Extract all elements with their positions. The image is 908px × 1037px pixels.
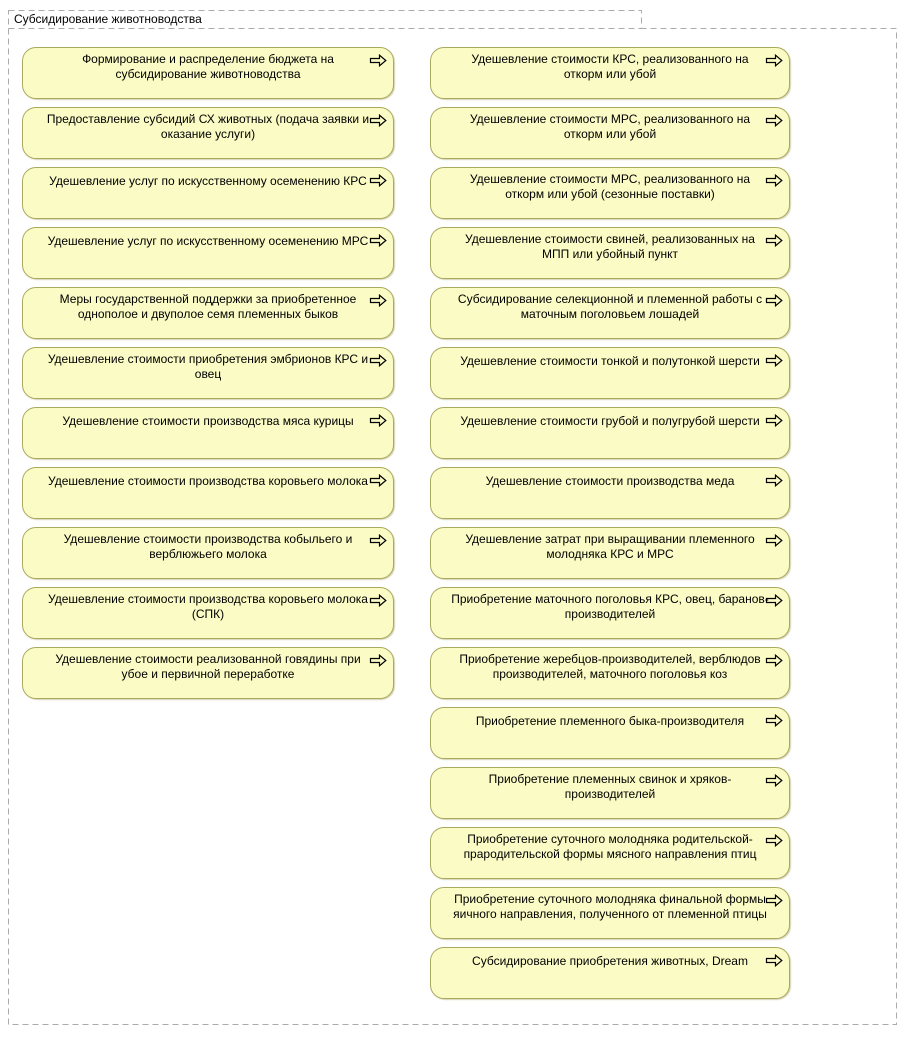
process-box[interactable] xyxy=(430,587,790,639)
process-arrow-icon xyxy=(765,414,783,427)
process-arrow-icon xyxy=(369,654,387,667)
process-box[interactable] xyxy=(22,347,394,399)
process-label: Удешевление стоимости реализованной говядины при убое и первичной переработке xyxy=(55,652,361,681)
process-box[interactable] xyxy=(430,947,790,999)
process-arrow-icon xyxy=(765,54,783,67)
process-label: Приобретение суточного молодняка финальной формы яичного направления, полученного от племенной птицы xyxy=(453,892,767,921)
process-box[interactable] xyxy=(22,407,394,459)
process-box[interactable] xyxy=(22,167,394,219)
process-box[interactable] xyxy=(22,527,394,579)
process-arrow-icon xyxy=(765,954,783,967)
process-box[interactable] xyxy=(430,767,790,819)
process-label: Удешевление стоимости МРС, реализованного на откорм или убой xyxy=(469,112,751,141)
process-box[interactable] xyxy=(430,827,790,879)
process-arrow-icon xyxy=(765,654,783,667)
process-box[interactable] xyxy=(22,107,394,159)
process-box[interactable] xyxy=(430,407,790,459)
process-arrow-icon xyxy=(765,714,783,727)
process-arrow-icon xyxy=(369,354,387,367)
process-arrow-icon xyxy=(369,594,387,607)
process-arrow-icon xyxy=(765,774,783,787)
process-label: Приобретение маточного поголовья КРС, овец, баранов-производителей xyxy=(451,592,769,621)
process-arrow-icon xyxy=(369,534,387,547)
process-label: Приобретение племенных свинок и хряков-производителей xyxy=(488,772,732,801)
process-label: Удешевление стоимости свиней, реализованных на МПП или убойный пункт xyxy=(465,232,755,261)
process-arrow-icon xyxy=(369,54,387,67)
process-arrow-icon xyxy=(765,534,783,547)
process-box[interactable] xyxy=(430,347,790,399)
process-label: Удешевление стоимости производства коровьего молока xyxy=(48,474,368,488)
process-label: Удешевление стоимости производства кобыльего и верблюжьего молока xyxy=(63,532,353,561)
process-box[interactable] xyxy=(430,467,790,519)
process-box[interactable] xyxy=(22,587,394,639)
process-box[interactable] xyxy=(430,167,790,219)
process-arrow-icon xyxy=(765,174,783,187)
process-label: Предоставление субсидий СХ животных (подача заявки и оказание услуги) xyxy=(46,112,370,141)
process-label: Удешевление стоимости МРС, реализованного на откорм или убой (сезонные поставки) xyxy=(469,172,751,201)
process-box[interactable] xyxy=(430,227,790,279)
column-right xyxy=(430,47,790,999)
process-label: Приобретение суточного молодняка родительской-прародительской формы мясного направления птиц xyxy=(463,832,757,861)
process-label: Субсидирование приобретения животных, Dream xyxy=(472,954,748,968)
process-arrow-icon xyxy=(765,594,783,607)
process-label: Удешевление стоимости грубой и полугрубой шерсти xyxy=(460,414,760,428)
process-arrow-icon xyxy=(765,294,783,307)
process-box[interactable] xyxy=(22,647,394,699)
process-arrow-icon xyxy=(369,474,387,487)
process-label: Приобретение племенного быка-производителя xyxy=(475,714,745,728)
process-label: Удешевление услуг по искусственному осеменению КРС xyxy=(49,174,367,188)
process-arrow-icon xyxy=(369,114,387,127)
process-arrow-icon xyxy=(369,174,387,187)
group-title[interactable]: Субсидирование животноводства xyxy=(14,12,202,26)
process-label: Удешевление стоимости КРС, реализованного на откорм или убой xyxy=(471,52,749,81)
process-label: Удешевление затрат при выращивании племенного молодняка КРС и МРС xyxy=(465,532,755,561)
process-box[interactable] xyxy=(22,227,394,279)
process-box[interactable] xyxy=(22,47,394,99)
process-box[interactable] xyxy=(430,527,790,579)
process-label: Приобретение жеребцов-производителей, верблюдов производителей, маточного поголовья коз xyxy=(459,652,761,681)
process-arrow-icon xyxy=(369,414,387,427)
process-arrow-icon xyxy=(765,354,783,367)
process-label: Удешевление стоимости производства меда xyxy=(485,474,735,488)
process-box[interactable] xyxy=(430,887,790,939)
process-label: Меры государственной поддержки за приобретенное однополое и двуполое семя племенных быков xyxy=(59,292,357,321)
process-arrow-icon xyxy=(765,114,783,127)
process-arrow-icon xyxy=(765,894,783,907)
process-label: Формирование и распределение бюджета на субсидирование животноводства xyxy=(82,52,334,81)
process-label: Удешевление стоимости производства коровьего молока (СПК) xyxy=(48,592,368,621)
process-label: Удешевление стоимости производства мяса курицы xyxy=(62,414,354,428)
process-arrow-icon xyxy=(369,234,387,247)
process-arrow-icon xyxy=(765,234,783,247)
process-label: Удешевление стоимости тонкой и полутонкой шерсти xyxy=(460,354,760,368)
process-arrow-icon xyxy=(765,834,783,847)
process-arrow-icon xyxy=(369,294,387,307)
column-left xyxy=(22,47,394,699)
process-box[interactable] xyxy=(430,647,790,699)
process-label: Удешевление услуг по искусственному осеменению МРС xyxy=(47,234,369,248)
process-box[interactable] xyxy=(22,287,394,339)
process-arrow-icon xyxy=(765,474,783,487)
process-box[interactable] xyxy=(430,47,790,99)
process-label: Удешевление стоимости приобретения эмбрионов КРС и овец xyxy=(47,352,369,381)
process-label: Субсидирование селекционной и племенной работы с маточным поголовьем лошадей xyxy=(457,292,763,321)
process-box[interactable] xyxy=(430,707,790,759)
process-box[interactable] xyxy=(430,107,790,159)
process-box[interactable] xyxy=(430,287,790,339)
process-box[interactable] xyxy=(22,467,394,519)
